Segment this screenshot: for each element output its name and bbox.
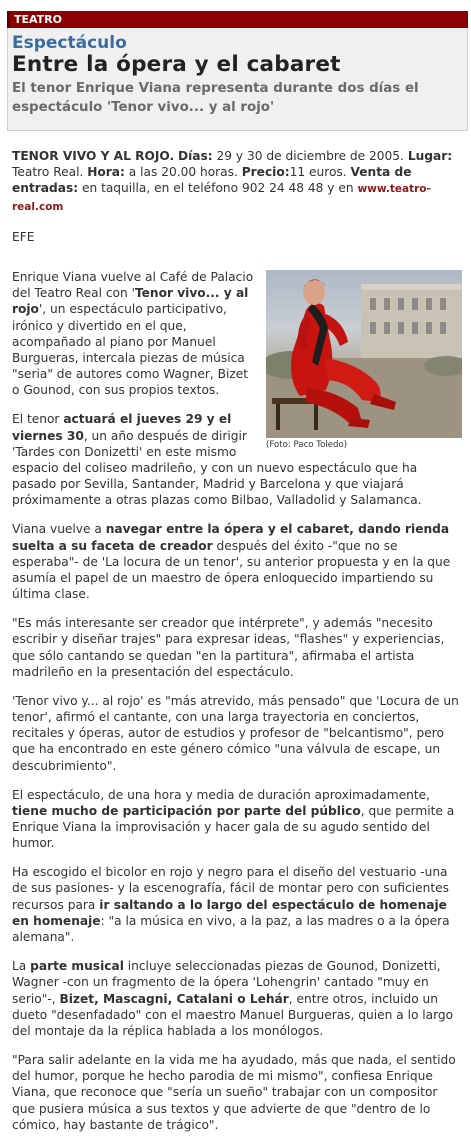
p3-bold: navegar entre la ópera y el cabaret, dando rienda suelta a su faceta de creador: [12, 522, 450, 553]
paragraph-9: "Para salir adelante en la vida me ha ayudado, más que nada, el sentido del humor, porque he hecho parodia de mi mismo", confiesa Enrique Viana, que reconoce que "sería un sueño" trabajar con un compositor que pusiera música a sus textos y que advierte de que "dentro de lo cómico, hay bastante de trágico".: [12, 1052, 456, 1132]
paragraph-5: 'Tenor vivo y... al rojo' es "más atrevido, más pensado" que 'Locura de un tenor', afirmó el cantante, con una larga trayectoria en conciertos, recitales y óperas, autor de estudios y profesor de "belcantismo", pero que ha encontrado en este género cómico "una válvula de escape, un descubrimiento".: [12, 693, 459, 773]
place-label: Lugar:: [407, 149, 453, 163]
p6-text-c: , que permite a Enrique Viana la improvisación y hacer gala de su agudo sentido del humor.: [12, 803, 455, 851]
p3-text-c: después del éxito -"que no se esperaba"- de 'La locura de un tenor', su anterior propuesta y en la que asumía el papel de un maestro de ópera enloquecido impartiendo su última clase.: [12, 538, 451, 602]
sale-label: Venta de entradas:: [12, 165, 412, 196]
photo-caption: (Foto: Paco Toledo): [266, 440, 348, 450]
p7-text-a: Ha escogido el bicolor en rojo y negro para el diseño del vestuario -una de sus pasiones- y la escenografía, fácil de montar pero con suficientes recursos para: [12, 865, 449, 912]
p1-text-a: Enrique Viana vuelve al Café de Palacio del Teatro Real con ': [12, 270, 254, 301]
price-value: 11 euros.: [289, 165, 351, 180]
p1-text-c: ', un espectáculo participativo, irónico y divertido en el que, acompañado al piano por Manuel Burgueras, intercala piezas de música "seria" de autores como Wagner, Bizet o Gounod, con sus propios textos.: [12, 302, 249, 398]
ticket-link[interactable]: www.teatro-real.com: [12, 183, 431, 213]
p2-text-c: , un año después de dirigir 'Tardes con Donizetti' en este mismo espacio del coliseo madrileño, y con un nuevo espectáculo que ha pasado por Sevilla, Santander, Madrid y Barcelona y que viajará próximamente a otras plazas como Bilbao, Valladolid y Salamanca.: [12, 428, 422, 508]
time-label: Hora:: [87, 165, 125, 180]
days-value: 29 y 30 de diciembre de 2005.: [212, 149, 408, 163]
p8-bold-1: parte musical: [30, 959, 124, 974]
p1-bold: Tenor vivo... y al rojo: [12, 286, 249, 317]
article-title: Entre la ópera y el cabaret: [12, 52, 341, 77]
p7-text-c: : "a la música en vivo, a la paz, a las madres o a la ópera alemana".: [12, 913, 450, 945]
paragraph-6: [12, 787, 462, 852]
p7-bold: ir saltando a lo largo del espectáculo de homenaje en homenaje: [12, 897, 447, 928]
p8-text-e: , entre otros, incluido un dueto "desenfadado" con el maestro Manuel Burgueras, quien a lo largo del montaje da la réplica hablada a los monólogos.: [12, 991, 454, 1038]
time-value: a las 20.00 horas.: [124, 165, 242, 180]
section-label: TEATRO: [14, 13, 63, 26]
article-subtitle: El tenor Enrique Viana representa durante dos días el espectáculo 'Tenor vivo... y al rojo': [12, 81, 419, 115]
p2-bold: actuará el jueves 29 y el viernes 30: [12, 412, 232, 443]
article-photo: [266, 270, 462, 438]
section-bar: [7, 11, 468, 28]
paragraph-3: [12, 521, 462, 602]
p8-bold-2: Bizet, Mascagni, Catalani o Lehár: [59, 991, 289, 1006]
article-body: [12, 269, 462, 1146]
days-label: Días:: [178, 149, 213, 163]
sale-value: en taquilla, en el teléfono 902 24 48 48 y en: [78, 181, 358, 196]
place-value: Teatro Real.: [12, 165, 88, 180]
price-label: Precio:: [241, 165, 290, 180]
singer-photo-illustration: [266, 270, 462, 438]
show-name: TENOR VIVO Y AL ROJO.: [12, 149, 175, 163]
news-source: EFE: [12, 230, 35, 244]
article-figure: [266, 270, 462, 451]
p6-text-a: El espectáculo, de una hora y media de duración aproximadamente,: [12, 787, 430, 802]
p8-text-a: La: [12, 959, 31, 974]
paragraph-8: [12, 958, 462, 1039]
paragraph-7: [12, 864, 462, 945]
p3-text-a: Viana vuelve a: [12, 522, 106, 537]
p6-bold: tiene mucho de participación por parte del público: [12, 803, 361, 818]
event-info: [12, 148, 462, 215]
paragraph-4: "Es más interesante ser creador que intérprete", y además "necesito escribir y diseñar trajes" para expresar ideas, "flashes" y experiencias, que sólo cantando se quedan "en la partitura", afirmaba el artista madrileño en la presentación del espectáculo.: [12, 616, 445, 679]
p2-text-a: El tenor: [12, 412, 64, 427]
p8-text-c: incluye seleccionadas piezas de Gounod, Donizetti, Wagner -con un fragmento de la ópera 'Lohengrin' cantado "muy en serio"-,: [12, 959, 441, 1006]
article-kicker: Espectáculo: [12, 33, 127, 53]
